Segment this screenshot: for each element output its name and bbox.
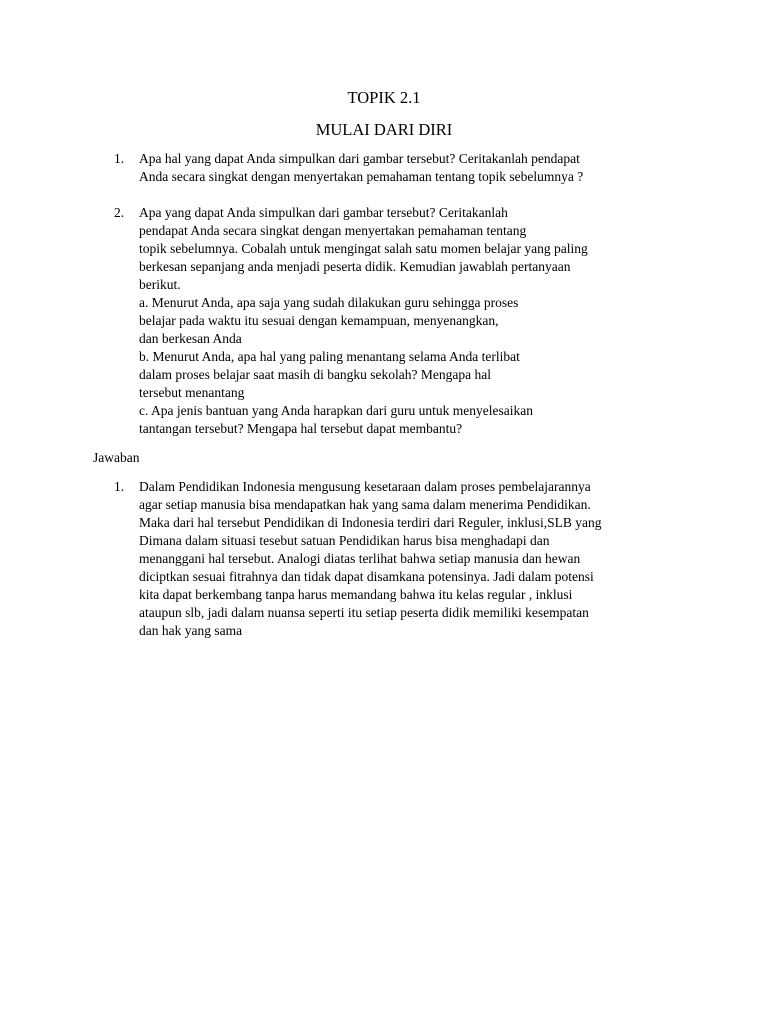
answer-number: 1. — [114, 479, 125, 494]
question-line: topik sebelumnya. Cobalah untuk mengingat salah satu momen belajar yang paling — [139, 241, 588, 256]
answer-line: diciptkan sesuai fitrahnya dan tidak dapat disamkana potensinya. Jadi dalam potensi — [139, 569, 594, 584]
answer-text — [139, 478, 699, 640]
sub-question-c: c. Apa jenis bantuan yang Anda harapkan dari guru untuk menyelesaikan — [139, 403, 534, 418]
question-text — [139, 204, 699, 438]
question-line: Apa yang dapat Anda simpulkan dari gambar tersebut? Ceritakanlah — [139, 205, 508, 220]
question-line: Apa hal yang dapat Anda simpulkan dari gambar tersebut? Ceritakanlah pendapat — [139, 151, 580, 166]
answer-line: kita dapat berkembang tanpa harus memandang bahwa itu kelas regular , inklusi — [139, 587, 573, 602]
question-line: tantangan tersebut? Mengapa hal tersebut dapat membantu? — [139, 421, 463, 436]
sub-question-b: b. Menurut Anda, apa hal yang paling menantang selama Anda terlibat — [139, 349, 520, 364]
question-line: tersebut menantang — [139, 385, 245, 400]
answer-line: ataupun slb, jadi dalam nuansa seperti itu setiap peserta didik memiliki kesempatan — [139, 605, 589, 620]
answer-line: Dalam Pendidikan Indonesia mengusung kesetaraan dalam proses pembelajarannya — [139, 479, 591, 494]
document-subtitle: MULAI DARI DIRI — [315, 120, 453, 139]
question-line: pendapat Anda secara singkat dengan menyertakan pemahaman tentang — [139, 223, 527, 238]
question-number: 2. — [114, 205, 125, 220]
answer-line: agar setiap manusia bisa mendapatkan hak yang sama dalam menerima Pendidikan. — [139, 497, 591, 512]
question-line: berikut. — [139, 277, 181, 292]
question-text — [139, 150, 699, 186]
answer-heading: Jawaban — [93, 450, 140, 465]
answer-line: Dimana dalam situasi tesebut satuan Pendidikan harus bisa menghadapi dan — [139, 533, 550, 548]
document-title: TOPIK 2.1 — [347, 88, 421, 107]
question-line: Anda secara singkat dengan menyertakan pemahaman tentang topik sebelumnya ? — [139, 169, 584, 184]
question-line: dan berkesan Anda — [139, 331, 242, 346]
sub-question-a: a. Menurut Anda, apa saja yang sudah dilakukan guru sehingga proses — [139, 295, 519, 310]
question-line: belajar pada waktu itu sesuai dengan kemampuan, menyenangkan, — [139, 313, 499, 328]
question-line: berkesan sepanjang anda menjadi peserta didik. Kemudian jawablah pertanyaan — [139, 259, 571, 274]
answer-line: Maka dari hal tersebut Pendidikan di Indonesia terdiri dari Reguler, inklusi,SLB yang — [139, 515, 602, 530]
question-line: dalam proses belajar saat masih di bangku sekolah? Mengapa hal — [139, 367, 492, 382]
answer-line: dan hak yang sama — [139, 623, 243, 638]
question-number: 1. — [114, 151, 125, 166]
answer-line: menanggani hal tersebut. Analogi diatas terlihat bahwa setiap manusia dan hewan — [139, 551, 581, 566]
